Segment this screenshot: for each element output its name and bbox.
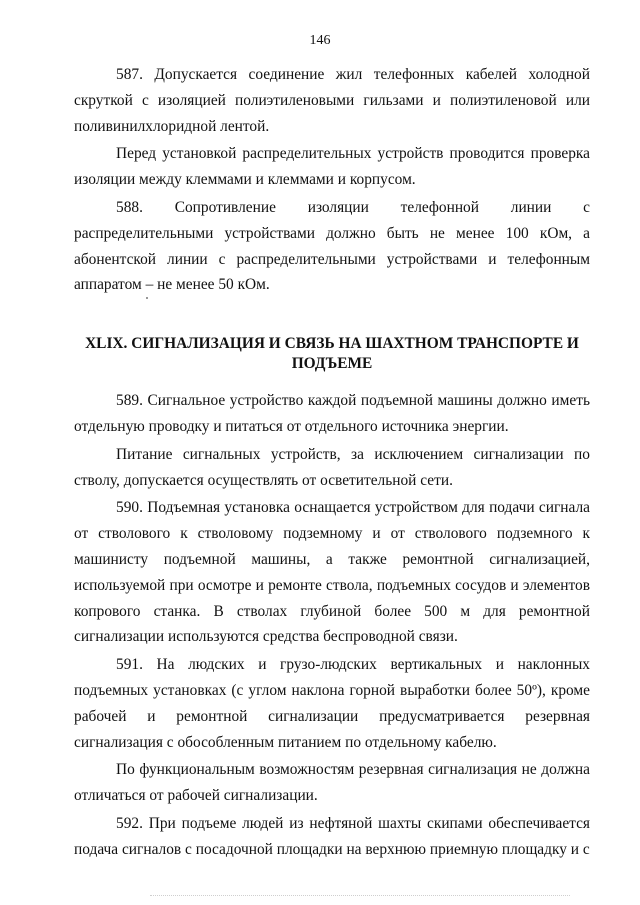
scan-noise-line <box>150 895 570 896</box>
paragraph-589: 589. Сигнальное устройство каждой подъемной машины должно иметь отдельную проводку и питаться от отдельного источника энергии. <box>74 392 590 435</box>
paragraph-587: 587. Допускается соединение жил телефонных кабелей холодной скруткой с изоляцией полиэтиленовыми гильзами и полиэтиленовой или поливинилхлоридной лентой. <box>74 66 590 135</box>
paragraph-587-continuation: Перед установкой распределительных устройств проводится проверка изоляции между клеммами и клеммами и корпусом. <box>74 145 590 189</box>
paragraph-588: 588. Сопротивление изоляции телефонной линии с распределительными устройствами должно быть не менее 100 кОм, а абонентской линии с распределительными устройствами и телефонным аппаратом – не менее 50 кОм. <box>74 198 590 294</box>
page-number: 146 <box>309 33 331 48</box>
paragraph-591: 591. На людских и грузо-людских вертикальных и наклонных подъемных установках (с углом наклона горной выработки более 50º), кроме рабочей и ремонтной сигнализации предусматривается резервная сигнализация с обособленным питанием по отдельному кабелю. <box>74 656 590 751</box>
paragraph-589-continuation: Питание сигнальных устройств, за исключением сигнализации по стволу, допускается осуществлять от осветительной сети. <box>74 445 590 489</box>
paragraph-591-continuation: По функциональным возможностям резервная сигнализация не должна отличаться от рабочей сигнализации. <box>74 761 590 805</box>
paragraph-590: 590. Подъемная установка оснащается устройством для подачи сигнала от стволового к стволовому подземному и от стволового подземного к машинисту подъемной машины, а также ремонтной сигнализацией, используемой при осмотре и ремонте ствола, подъемных сосудов и элементов копрового станка. В стволах глубиной более 500 м для ремонтной сигнализации используются средства беспроводной связи. <box>74 499 590 646</box>
page-content <box>74 62 590 863</box>
section-heading: XLIX. СИГНАЛИЗАЦИЯ И СВЯЗЬ НА ШАХТНОМ ТРАНСПОРТЕ И ПОДЪЕМЕ <box>85 335 579 373</box>
scan-speck <box>146 297 148 299</box>
paragraph-592: 592. При подъеме людей из нефтяной шахты скипами обеспечивается подача сигналов с посадочной площадки на верхнюю приемную площадку и с <box>74 814 590 858</box>
